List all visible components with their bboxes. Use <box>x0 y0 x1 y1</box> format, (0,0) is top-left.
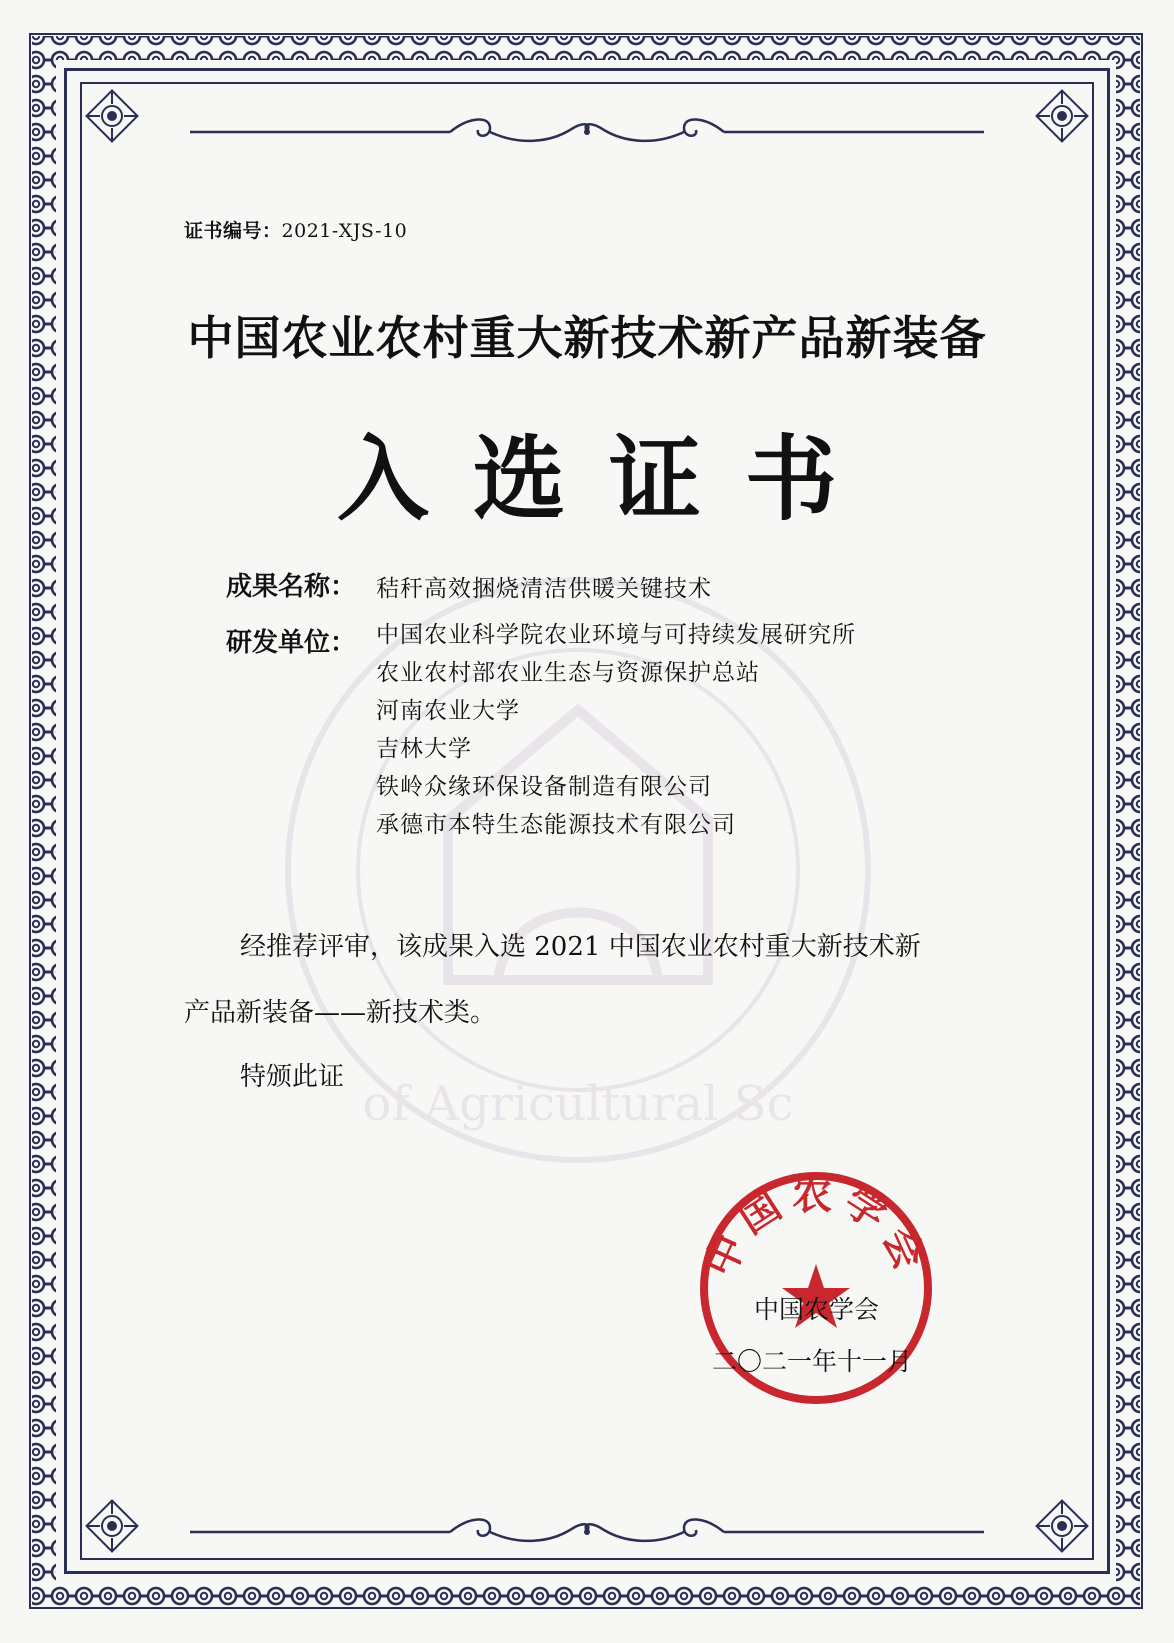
list-item: 吉林大学 <box>376 736 472 762</box>
certificate-number-value: 2021-XJS-10 <box>281 220 408 242</box>
corner-ornament-icon <box>1030 84 1094 148</box>
body-line-1: 经推荐评审，该成果入选 2021 中国农业农村重大新技术新 <box>240 932 921 962</box>
list-item: 铁岭众缘环保设备制造有限公司 <box>376 774 712 800</box>
list-item: 河南农业大学 <box>376 698 520 724</box>
achievement-label: 成果名称： <box>226 572 357 602</box>
seal-text: 中国农学会 <box>696 1171 936 1284</box>
scroll-ornament-icon <box>190 112 984 152</box>
corner-ornament-icon <box>80 1494 144 1558</box>
list-item: 农业农村部农业生态与资源保护总站 <box>376 660 760 686</box>
watermark-text: of Agricultural Sc <box>362 1076 794 1132</box>
units-label: 研发单位： <box>226 628 357 658</box>
achievement-value: 秸秆高效捆烧清洁供暖关键技术 <box>376 576 712 602</box>
issuer-name: 中国农学会 <box>754 1295 880 1324</box>
body-line-2: 产品新装备——新技术类。 <box>184 998 497 1028</box>
list-item: 中国农业科学院农业环境与可持续发展研究所 <box>376 622 856 648</box>
certificate-subtitle: 入选证书 <box>336 425 881 533</box>
certificate-number-label: 证书编号： <box>184 220 282 242</box>
units-list <box>376 620 856 848</box>
scroll-ornament-icon <box>190 1512 984 1552</box>
certificate-number <box>184 216 407 243</box>
corner-ornament-icon <box>80 84 144 148</box>
body-line-3: 特颁此证 <box>240 1062 345 1092</box>
list-item: 承德市本特生态能源技术有限公司 <box>376 812 736 838</box>
corner-ornament-icon <box>1030 1494 1094 1558</box>
issue-date: 二〇二一年十一月 <box>712 1347 913 1376</box>
certificate-title: 中国农业农村重大新技术新产品新装备 <box>187 311 987 365</box>
